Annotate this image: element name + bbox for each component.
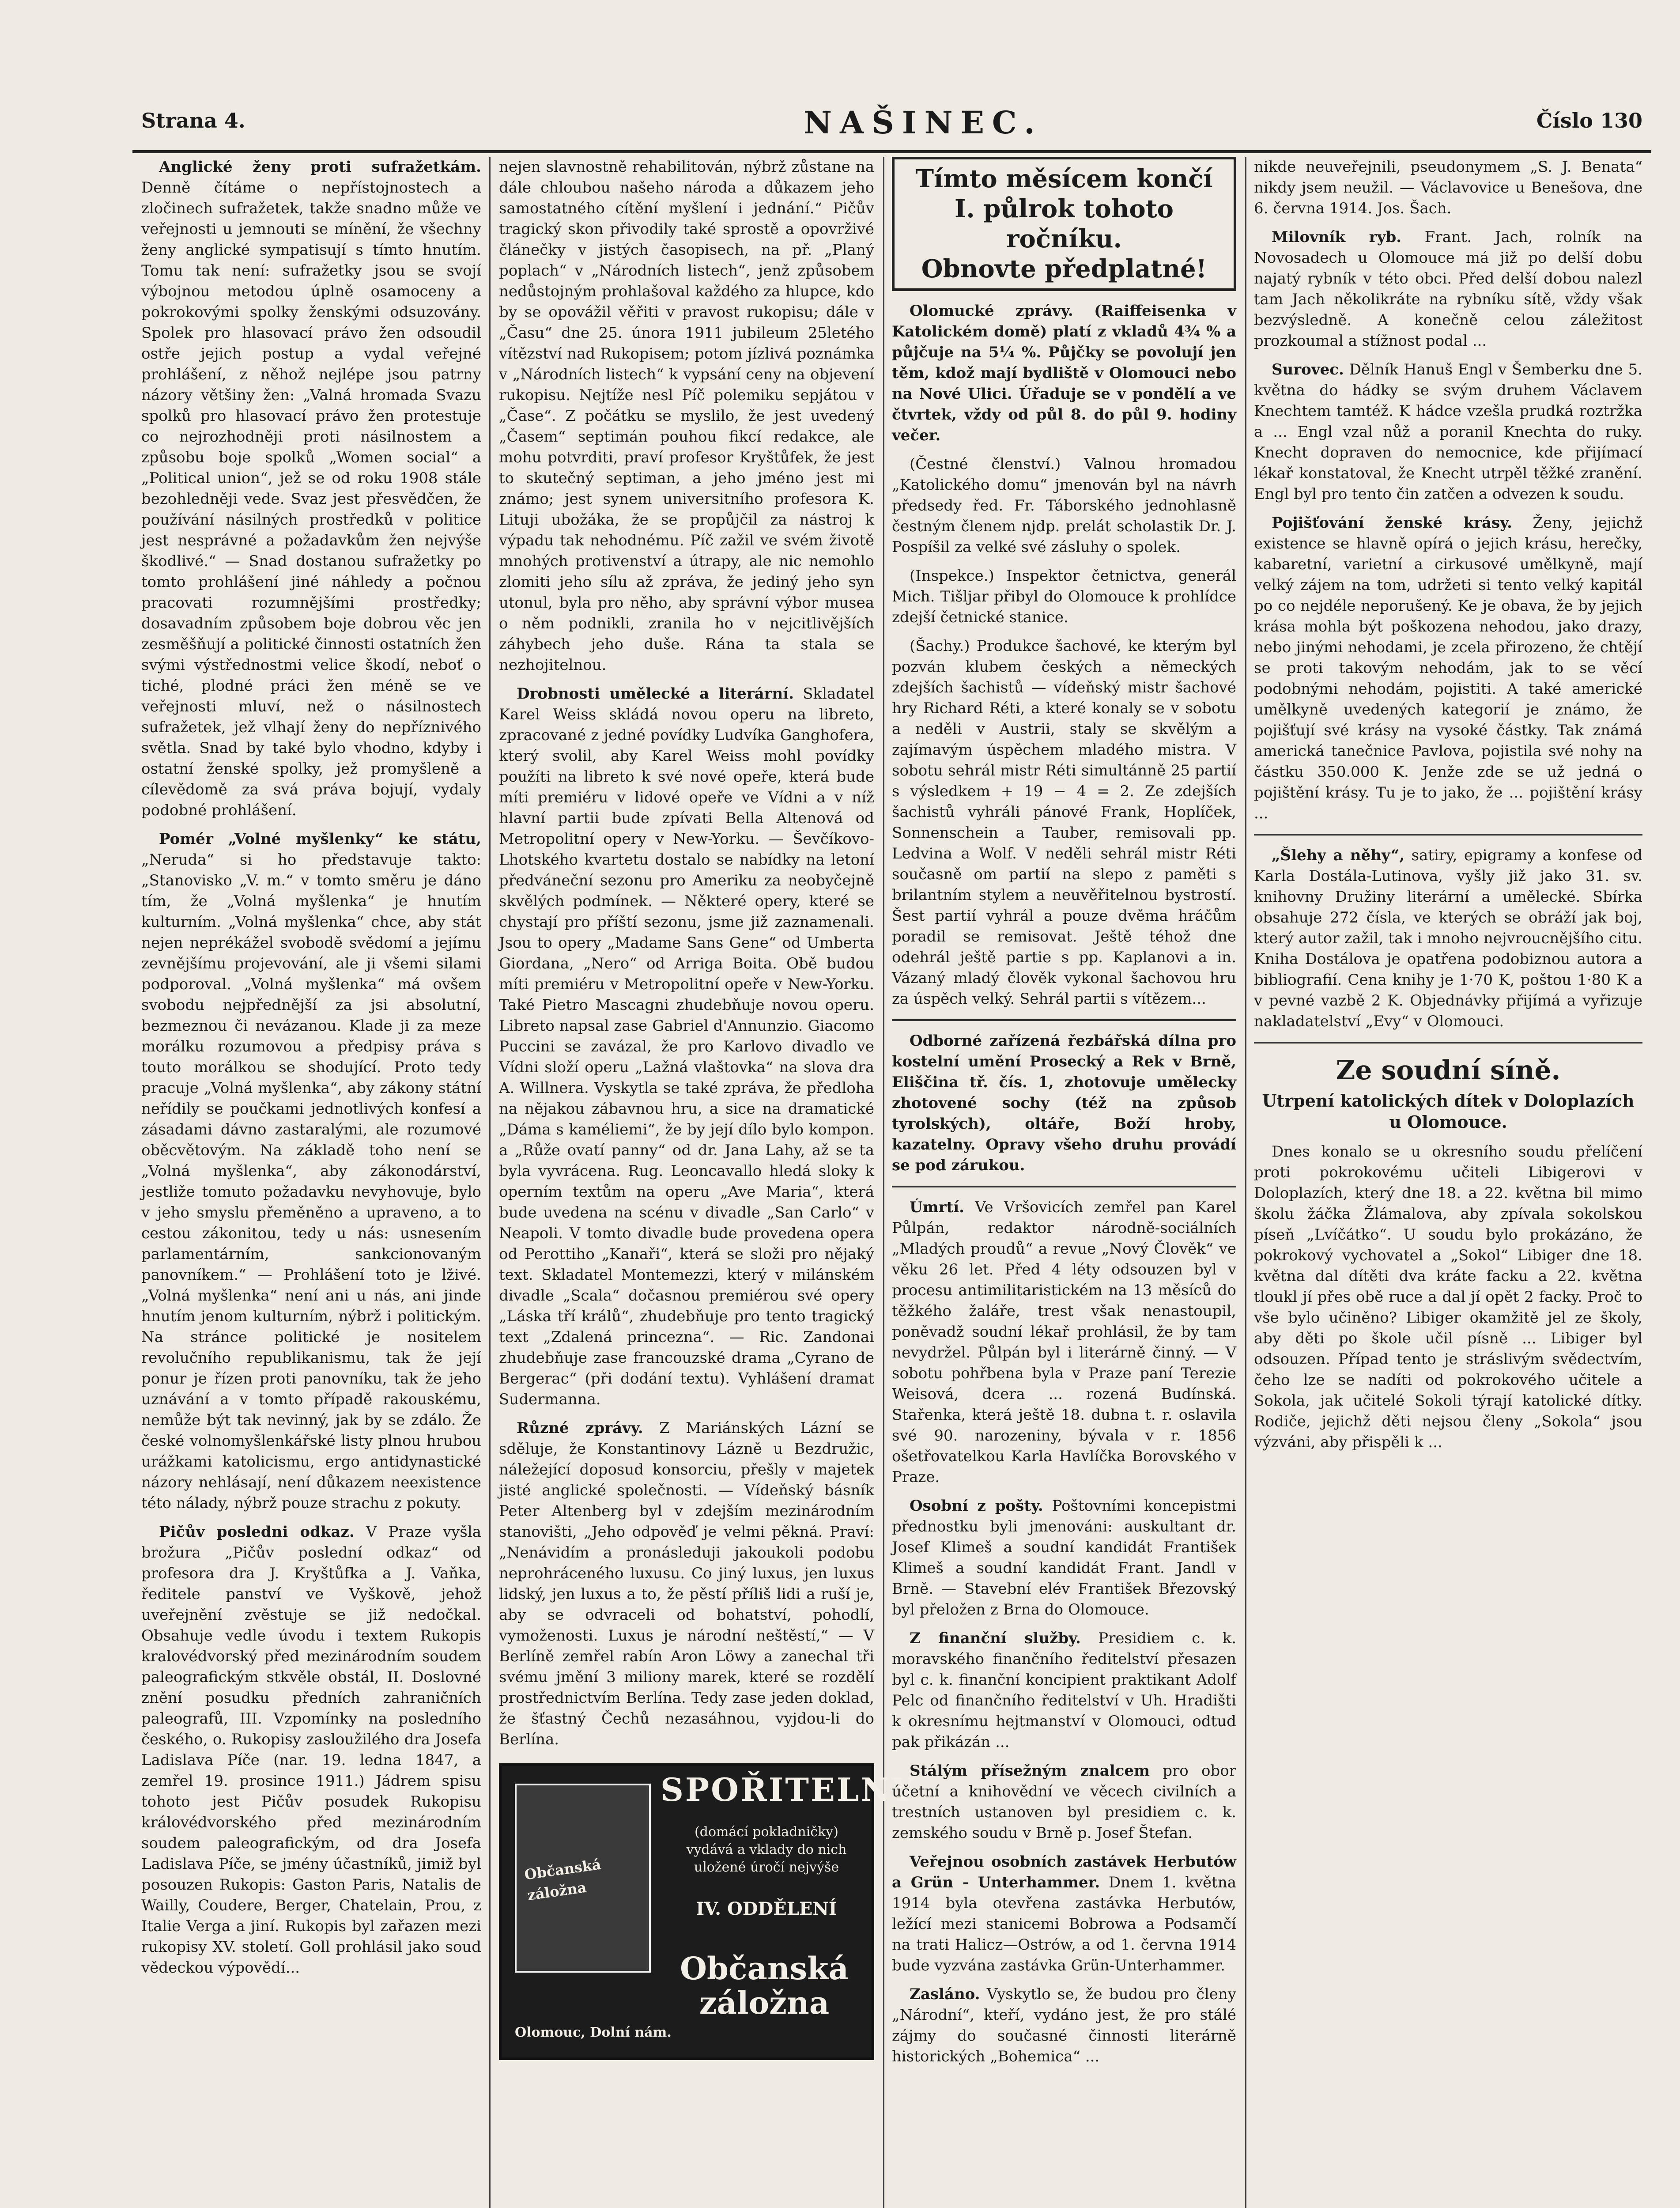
notice-line: Obnovte předplatné! <box>921 254 1207 284</box>
article-body: Poštovními koncepistmi přednostku byli jmenováni: auskultant dr. Josef Klimeš a soudní kandidát František Klimeš a soudní kandidát Frant. Jandl v Brně. — Stavební elév František Březovský byl přeložen z Brna do Olomouce. <box>892 1497 1237 1618</box>
article-umrti <box>892 1197 1236 1488</box>
article-slehy-a-nehy <box>1254 845 1642 1032</box>
article-heading: Anglické ženy proti sufražetkám. <box>159 158 481 176</box>
section-heading-court: Ze soudní síně. <box>1336 1055 1561 1086</box>
article-body: Vyskytlo se, že budou pro členy „Národní“, kteří, vydáno jest, že pro stálé zájmy do současné činnosti literárně historických „Bohemica“ ... <box>892 1985 1236 2065</box>
issue-number: Číslo 130 <box>1536 109 1642 132</box>
article-body: Dnem 1. května 1914 byla otevřena zastávka Herbutów, ležící mezi stanicemi Bobrowa a Podsamčí na trati Halicz—Ostrów, a od 1. června 1914 bude vyzvána zastávka Grün-Unterhammer. <box>892 1874 1236 1974</box>
page-number: Strana 4. <box>141 109 245 132</box>
notice-line: Tímto měsícem končí <box>915 164 1213 193</box>
article-heading: Drobnosti umělecké a literární. <box>517 685 794 703</box>
ad-title: SPOŘITELNY <box>661 1771 916 1808</box>
article-body: Z Mariánských Lázní se sděluje, že Konstantinovy Lázně u Bezdružic, náležející doposud konsorciu, přešly v majetek jisté anglické společnosti. — Vídeňský básník Peter Altenberg byl v zdejším mezinárodním stanovišti, „Jeho odpověď je velmi pěkná. Praví: „Nenávidím a pronásleduji jakoukoli podobu neprohráceného luxusu. Co jiný luxus, jen luxus lidský, jen luxus a to, že pěstí příliš lidi a ruší je, aby se odvraceli od bohatství, pohodlí, vymoženosti. Luxus je národní neštěstí,“ — V Berlíně zemřel rabín Aron Löwy a zanechal tři svému jmění 3 miliony marek, které se rozdělí prostřednictvím Berlína. Tedy zase jeden doklad, že šťastný Čechů nezasáhnou, vyjdou-li do Berlína. <box>499 1419 874 1748</box>
article-heading: Zasláno. <box>910 1985 980 2003</box>
article-heading: Pičův posledni odkaz. <box>159 1523 355 1541</box>
article-heading: Pomér „Volné myšlenky“ ke státu, <box>159 830 481 848</box>
article-picuv-odkaz <box>141 1522 481 1978</box>
article-heading: Úmrtí. <box>910 1199 964 1216</box>
article-heading: Olomucké zprávy. <box>910 302 1073 320</box>
article-heading: „Šlehy a něhy“, <box>1272 847 1405 864</box>
article-surovec <box>1254 359 1642 505</box>
article-heading: Surovec. <box>1272 361 1344 378</box>
article-heading: Veřejnou osobních zastávek Herbutów a Grün - Unterhammer. <box>892 1853 1236 1891</box>
column-divider <box>883 157 884 2208</box>
article-body: Skladatel Karel Weiss skládá novou operu na libreto, zpracované z jedné povídky Ludvíka Ganghofera, který svolil, aby Karel Weiss mohl povídky použíti na libreto k své nové opeře, která bude míti premiéru v lidové opeře ve Vídni a v níž hlavní partii bude zpívati Bella Altenová od Metropolitní opery v New-Yorku. — Ševčíkovo-Lhotského kvartetu dostalo se nabídky na letoní předváneční sezonu pro Ameriku za neobyčejně skvělých podmínek. — Některé opery, které se chystají pro příští sezonu, jsme již zaznamenali. Jsou to opery „Madame Sans Gene“ od Umberta Giordana, „Nero“ od Arriga Boita. Obě budou míti premiéru v Metropolitní opeře v New-Yorku. Také Pietro Mascagni zhudebňuje novou operu. Libreto napsal zase Gabriel d'Annunzio. Giacomo Puccini se zavázal, že pro Karlovo divadlo ve Vídni složí operu „Lažná vlaštovka“ na slova dra A. Willnera. Vyskytla se také zpráva, že předloha na nějakou zábavnou hru, a sice na dramatické „Dáma s kaméliemi“, že by její dílo bylo kompon. a „Růže ovatí panny“ od dr. Jana Lahy, až se ta byla vyvrácena. Rug. Leoncavallo hledá sloky k operním textům na operu „Ave Maria“, která bude uvedena na scénu v divadle „San Carlo“ v Neapoli. V tomto divadle bude provedena opera od Perottiho „Kanaři“, která se složi pro nějaký text. Skladatel Montemezzi, který v milánském divadle „Scala“ dočasnou premiérou své opery „Láska tří králů“, zhudebňuje pro tento tragický text „Zdalená princezna“. — Ric. Zandonai zhudebňuje zase francouzské drama „Cyrano de Bergerac“ (při dodání textu). Vyhlášení dramat Sudermanna. <box>499 685 874 1408</box>
column-divider <box>1245 157 1246 2208</box>
ad-bank-name: Občanská záložna <box>680 1950 849 2021</box>
article-body: Presidiem c. k. moravského finančního ředitelství přesazen byl c. k. finanční koncipient praktikant Adolf Pelc od finančního ředitelství v Uh. Hradišti k okresnímu hejtmanství v Olomouci, odtud pak přikázán ... <box>892 1630 1237 1751</box>
article-heading: Milovník ryb. <box>1272 228 1402 246</box>
article-body: satiry, epigramy a konfese od Karla Dostála-Lutinova, vyšly již jako 31. sv. knihovny Družiny literární a umělecké. Sbírka obsahuje 272 čísla, ve kterých se obráží jak boj, který autor zažil, tak i mnoho nejvroucnějšího citu. Kniha Dostálova je opatřena podobiznou autora a bibliografií. Cena knihy je 1·70 K, poštou 1·80 K a v pevné vazbě 2 K. Objednávky přijímá a vyřizuje nakladatelství „Evy“ v Olomouci. <box>1254 847 1642 1030</box>
article-heading: Různé zprávy. <box>517 1419 643 1437</box>
article-inspekce: (Inspekce.) Inspektor četnictva, generál Mich. Tišljar přibyl do Olomouce k prohlídce zdejší četnické stanice. <box>892 567 1236 626</box>
article-body: Frant. Jach, rolník na Novosadech u Olomouce má již po delší dobu najatý rybník v této obci. Před delší dobou nalezl tam Jach několikráte na rybníku sítě, vždy však bezvýsledně. A konečně celou záležitost prozkoumal a stížnost podal ... <box>1254 228 1643 350</box>
article-cestne-clenstvi: (Čestné členství.) Valnou hromadou „Katolického domu“ jmenován byl na návrh předsedy řed. Fr. Táborského jednohlasně čestným členem njdp. prelát scholastik Dr. J. Pospíšil za velké své zásluhy o spolek. <box>892 455 1236 556</box>
subscription-notice <box>892 157 1236 291</box>
ad-footer: Olomouc, Dolní nám. <box>515 2025 672 2040</box>
article-body: (Raiffeisenka v Katolickém domě) platí z vkladů 4¾ % a půjčuje na 5¼ %. Půjčky se povolují jen těm, kdož mají bydliště v Olomouci nebo na Nové Ulici. Úřaduje se v pondělí a ve čtvrtek, vždy od půl 8. do půl 9. hodiny večer. <box>892 302 1236 444</box>
masthead-title: NAŠINEC. <box>804 104 1043 141</box>
column-2 <box>499 157 916 2208</box>
page-header <box>141 104 1642 144</box>
article-court-case: Dnes konalo se u okresního soudu přelíčení proti pokrokovému učiteli Libigerovi v Doloplazích, který dne 18. a 22. května bil mimo školu žáčka Žlámalova, aby zpívala sokolskou píseň „Lvíčátko“. U soudu bylo prokázáno, že pokrokový vychovatel a „Sokol“ Libiger dne 18. května dal dítěti dva kráte facku a 22. května tloukl jí přes obě ruce a dal jí opět 2 facky. Proč to vše bylo učiněno? Libiger okamžitě jel ze školy, aby děti po škole učil písně ... Libiger byl odsouzen. Případ tento je stráslivým svědectvím, čeho lze se nadíti od pokrokového učitele a Sokola, jak učitelé Sokoli týrají katolické dítky. Rodiče, jejichž děti nejsou členy „Sokola“ jsou výzváni, aby přispěli k ... <box>1254 1143 1642 1451</box>
article-volna-myslenka <box>141 829 481 1514</box>
ad-illustration-label: Občanská záložna <box>523 1856 602 1904</box>
article-body: pro obor účetní a knihovědní ve věcech civilních a trestních ustanoven byl presidiem c. k. zemského soudu v Brně p. Josef Štefan. <box>892 1762 1236 1842</box>
article-heading: Osobní z pošty. <box>910 1497 1043 1515</box>
notice-line: I. půlrok tohoto ročníku. <box>955 194 1174 253</box>
article-pojistovani-krasy <box>1254 513 1642 824</box>
article-sufrazetky <box>141 157 481 821</box>
article-heading: Pojišťování ženské krásy. <box>1272 514 1512 532</box>
section-divider <box>892 1186 1236 1187</box>
article-continued: nejen slavnostně rehabilitován, nýbrž zůstane na dále chloubou našeho národa a důkazem jeho samostatného cítění myšlení i jednání.“ Pičův tragický skon přivodily také sprostě a opovrživé článečky v jistých časopisech, na př. „Planý poplach“ v „Národních listech“, jenž způsobem nedůstojným prohlašoval každého za hlupce, kdo by se opovážil věřiti v pravost rukopisu; dále v „Času“ dne 25. února 1911 jubileum 25letého vítězství nad Rukopisem; potom jízlivá poznámka v „Národních listech“ k vypsání ceny na objevení rukopisu. Nejtíže nesl Píč polemiku sepjátou v „Čase“. Z počátku se myslilo, že jest uvedený „Časem“ septimán pouhou fikcí redakce, ale mohu potvrditi, praví profesor Kryštůfek, že jest to skutečný septiman, a jeho jméno jest mi známo; jest synem universitního profesora K. Lituji ubožáka, že se propůjčil za nástroj k výpadu tak nehodnému. Píč zažil ve svém životě mnohých protivenství a útrapy, ale nic nemohlo zlomiti jeho sílu až zpráva, že jediný jeho syn utonul, byla pro něho, aby správní výbor musea o něm podnikli, zranila ho v nejcitlivějších záhybech jeho duše. Rána ta stala se nezhojitelnou. <box>499 158 874 674</box>
article-sachy: (Šachy.) Produkce šachové, ke kterým byl pozván klubem českých a německých zdejších šachistů — vídeňský mistr šachové hry Richard Réti, a které konaly se v sobotu a neděli v Austrii, staly se skvělým a zajímavým úspěchem mladého mistra. V sobotu sehrál mistr Réti simultánně 25 partií s výsledkem + 19 − 4 = 2. Ze zdejších šachistů vyhráli pánové Frank, Hoplíček, Sonnenschein a Tauber, remisovali pp. Ledvina a Wolf. V neděli sehrál mistr Réti současně om partií na slepo z paměti s brilantním stylem a neuvěřitelnou bystrostí. Šest partií vyhrál a pouze dvěma hráčům poradil se remisovat. Ještě téhož dne odehrál ještě partie s pp. Kaplanovi a in. Vázaný mladý člověk vykonal šachovou hru za úspěch velký. Sehrál partii s vítězem... <box>892 637 1236 1008</box>
column-divider <box>489 157 491 2208</box>
article-body: pro kostelní umění Prosecký a Rek v Brně, Eliščina tř. čís. 1, zhotovuje umělecky zhotovené sochy (též na způsob tyrolských), oltáře, Boží hroby, kazatelny. Opravy všeho druhu provádí se pod zárukou. <box>892 1032 1236 1174</box>
article-heading: Stálým přísežným znalcem <box>910 1762 1150 1780</box>
article-body: „Neruda“ si ho představuje takto: „Stanovisko „V. m.“ v tomto směru je dáno tím, že „Volná myšlenka“ je hnutím kulturním. „Volná myšlenka“ chce, aby stát nejen neprékážel svobodě svědomí a jejímu zevnějšímu projevování, ale ji všemi silami podporoval. „Volná myšlenka“ má ovšem svobodu nejpřednější za jsi absolutní, bezmeznou či nevázanou. Klade ji za meze morálku rozumovou a předpisy práva s touto morálkou se shodující. Proto tedy pracuje „Volná myšlenka“, aby zákony státní neřídily se poučkami jednotlivých konfesí a zásadami dávno zastaralými, ale rozumové oběcvětovým. Na základě toho není se „Volná myšlenka“, aby zákonodárství, jestliže tomuto požadavku nevyhovuje, bylo v jeho smyslu přeměněno a upraveno, a to cestou zákonitou, tedy u nás: usnesením parlamentárním, sankcionovaným panovníkem.“ — Prohlášení toto je lživé. „Volná myšlenka“ není ani u nás, ani jinde hnutím jenom kulturním, nýbrž i politickým. Na stránce politické je nositelem revolučního republikanismu, tak že její ponur je řízen proti panovníku, tak že jeho uznávání a v tomto případě rakouskému, nemůže být tak nevinný, jak by se zdálo. Že české volnomyšlenkářské listy plnou hrubou urážkami katolicismu, ergo antidynastické názory nehlásají, není důkazem neexistence této nálady, nýbrž pouze strachu z pokuty. <box>141 851 481 1512</box>
article-drobnosti <box>499 684 874 1410</box>
article-body: Ženy, jejichž existence se hlavně opírá o jejich krásu, herečky, kabaretní, varietní a cirkusové umělkyně, mají velký zájem na tom, udržeti si tento velký kapitál po co nejdéle neporušený. Ke je obava, že by jejich krása mohla být poškozena nehodou, jako drazy, nebo jinými nehodami, je zcela přirozeno, že chtějí se proti takovým nehodám, jak to se věcí podobnými nehodám, pojistiti. A také americké umělkyně uvedených kategorií je známo, že pojišťují své krásy na vysoké částky. Tak známá americká tanečnice Pavlova, pojistila své nohy na částku 350.000 K. Jenže zde se už jedná o pojištění krásy. Tu je to jako, že ... pojištění krásy ... <box>1254 514 1643 822</box>
ad-illustration <box>515 1784 651 1973</box>
article-zaslano <box>892 1984 1236 2067</box>
article-body: Denně čítáme o nepřístojnostech a zločinech sufražetek, takže snadno může ve veřejnosti u jemnouti se mínění, že všechny ženy anglické sympatisují s tímto hnutím. Tomu tak není: sufražetky jsou se svojí výbojnou metodou úplně osamoceny a pokrokovými spolky ženskými odsuzovány. Spolek pro hlasovací právo žen odsoudil ostře jejich postup a vydal veřejné prohlášení, z něhož nejlépe jsou patrny názory většiny žen: „Valná hromada Svazu spolků pro hlasovací právo žen protestuje co nejrozhodněji proti násilnostem a způsobu boje spolků „Women social“ a „Political union“, jež se od roku 1908 stále bezohledněji vede. Svaz jest přesvědčen, že používání násilných prostředků v politice jest nesprávné a požadavkům žen nejvýše škodlivé.“ — Snad dostanou sufražetky po tomto prohlášení jiné náhledy a počnou pracovati rozumnějšími prostředky; dosavadním způsobem boje dobrou věc jen zesměšňují a politické činnosti ostatních žen svými výstřednostmi velice škodí, neboť o tiché, plodné práci žen méně se ve veřejnosti mluví, než o násilnostech sufražetek, jež vlhají ženy do nepříznivého světla. Snad by také bylo vhodno, kdyby i ostatní ženské spolky, jež promyšleně a cílevědomě za svá práva bojují, vydaly podobné prohlášení. <box>141 179 481 819</box>
article-body: Dělník Hanuš Engl v Šemberku dne 5. května do hádky se svým druhem Václavem Knechtem tamtéž. K hádce vzešla prudká roztržka a ... Engl vzal nůž a poranil Knechta do ruky. Knecht dopraven do nemocnice, kde přijímací lékař konstatoval, že Knecht utrpěl těžké zranění. Engl byl pro tento čin zatčen a odvezen k soudu. <box>1254 361 1642 503</box>
article-olomucke-zpravy <box>892 301 1236 446</box>
article-heading: Z finanční služby. <box>910 1630 1081 1647</box>
article-heading: Odborné zařízená řezbářská dílna <box>910 1032 1201 1050</box>
column-3 <box>892 157 1236 2208</box>
advertisement-savings-bank <box>499 1763 916 2060</box>
column-4 <box>1254 157 1642 2208</box>
article-financni-sluzba <box>892 1628 1236 1753</box>
advertisement-woodcarving <box>892 1031 1236 1176</box>
article-zastavky <box>892 1852 1236 1976</box>
article-body: Ve Vršovicích zemřel pan Karel Půlpán, redaktor národně-sociálních „Mladých proudů“ a revue „Nový Člověk“ ve věku 26 let. Před 4 léty odsouzen byl v procesu antimilitaristickém na 13 měsíců do těžkého žaláře, trest však nenastoupil, poněvadž soudní lékař prohlásil, že by tam nevydržel. Půlpán byl i literárně činný. — V sobotu pohřbena byla v Praze paní Terezie Weisová, dcera ... rozená Budínská. Stařenka, která ještě 18. dubna t. r. oslavila své 90. narozeniny, bývala v r. 1856 ošetřovatelkou Karla Havlíčka Borovského v Praze. <box>892 1199 1237 1486</box>
article-milovnik-ryb <box>1254 227 1642 352</box>
article-subheading: Utrpení katolických dítek v Doloplazích u Olomouce. <box>1262 1091 1635 1132</box>
article-posta <box>892 1496 1236 1620</box>
column-1 <box>141 157 481 2208</box>
header-rule <box>132 150 1651 153</box>
article-body: V Praze vyšla brožura „Pičův poslední odkaz“ od profesora dra J. Kryštůfka a J. Vaňka, ředitele panství ve Vyškově, jehož uveřejnění zvěstuje se již nedočkal. Obsahuje vedle úvodu i textem Rukopis kralovédvorský před mezinárodním soudem paleografickým stkvěle obstál, II. Doslovné znění posudku předních zahraničních paleografů, III. Vzpomínky na posledního českého, o. Rukopisy zasloužilého dra Josefa Ladislava Píče (nar. 19. ledna 1847, a zemřel 19. prosince 1911.) Jádrem spisu tohoto jest Pičův posudek Rukopisu královédvorského před mezinárodním soudem paleografickým, od dra Josefa Ladislava Píče, se jmény účastníků, jimiž byl posouzen Rukopis: Gaston Paris, Natalis de Wailly, Coudere, Berger, Chatelain, Prou, z Italie Verga a jiní. Rukopis byl zařazen mezi rukopisy XV. století. Goll prohlásil jako soud vědeckou výpovědí... <box>141 1523 481 1977</box>
ad-text: (domácí pokladničky) vydává a vklady do nich uložené úročí nejvýše <box>686 1824 847 1875</box>
ad-subtitle: IV. ODDĚLENÍ <box>696 1898 837 1919</box>
article-continued: nikde neuveřejnili, pseudonymem „S. J. Benata“ nikdy jsem neužil. — Václavovice u Benešova, dne 6. června 1914. Jos. Šach. <box>1254 158 1642 217</box>
article-znalec <box>892 1761 1236 1844</box>
article-ruzne-zpravy <box>499 1418 874 1750</box>
section-divider <box>1254 1042 1642 1044</box>
section-divider <box>1254 834 1642 836</box>
section-divider <box>892 1019 1236 1021</box>
